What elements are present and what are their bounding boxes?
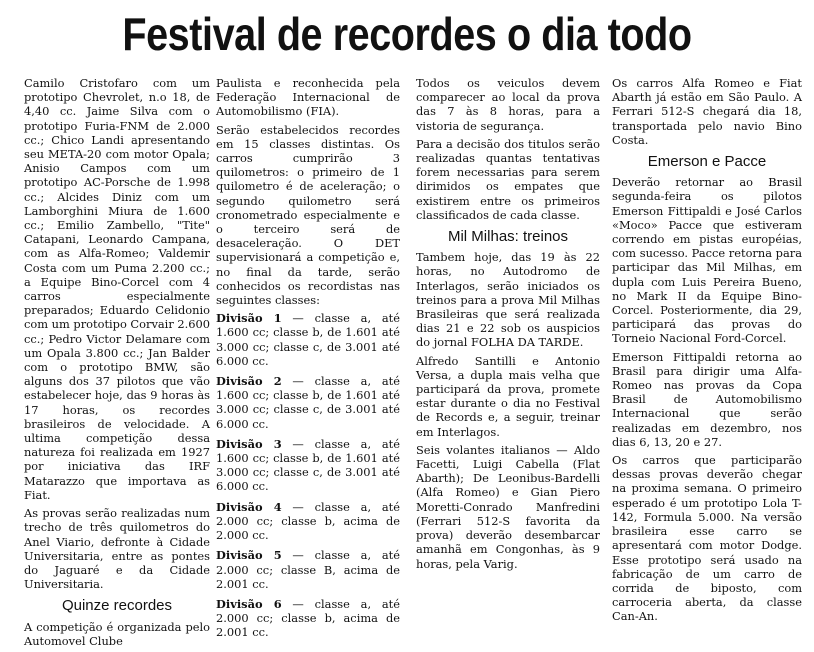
column-4 bbox=[612, 76, 802, 628]
division-text: — classe a, até 2.000 cc; classe B, acima de 2.001 cc. bbox=[216, 548, 401, 591]
division-text: — classe a, até 2.000 cc; classe b, acima de 2.000 cc. bbox=[216, 499, 401, 543]
paragraph: Alfredo Santilli e Antonio Versa, a dupla mais velha que participará da prova, promete estar durante o dia no Festival de Records e, a seguir, treinar em Interlagos. bbox=[416, 353, 600, 439]
paragraph: Emerson Fittipaldi retorna ao Brasil para dirigir uma Alfa-Romeo nas provas da Copa Brasil de Automobilismo Internacional que serão realizadas em dezembro, nos dias 6, 13, 20 e 27. bbox=[612, 349, 802, 449]
paragraph: Serão estabelecidos recordes em 15 classes distintas. Os carros cumprirão 3 quilometros: o primeiro de 1 quilometro é de aceleração; o segundo quilometro será cronometrado especialmente e o terceiro será de desaceleração. O DET supervisionará a competição e, no final da tarde, serão conhecidos os recordistas nas seguintes classes: bbox=[216, 122, 400, 308]
paragraph: Seis volantes italianos — Aldo Facetti, Luigi Cabella (Flat Abarth); De Leonibus-Bardelli (Alfa Romeo) e Gian Piero Moretti-Conrado Manfredini (Ferrari 512-S favorita da prova) deverão desembarcar amanhã em Congonhas, às 9 horas, pela Varig. bbox=[416, 442, 600, 571]
subheading-emerson-e-pacce: Emerson e Pacce bbox=[647, 153, 767, 171]
paragraph: Paulista e reconhecida pela Federação Internacional de Automobilismo (FIA). bbox=[216, 76, 400, 119]
paragraph: As provas serão realizadas num trecho de três quilometros do Anel Viario, defronte à Cidade Universitaria, entre as pontes do Jaguaré e da Cidade Universitaria. bbox=[24, 506, 210, 592]
division-name: Divisão 2 bbox=[216, 374, 282, 389]
division-text: — classe a, até 1.600 cc; classe b, de 1.601 até 3.000 cc; classe c, de 3.001 até 6.000 cc. bbox=[216, 311, 401, 368]
division-name: Divisão 1 bbox=[216, 311, 282, 326]
division-text: — classe a, até 2.000 cc; classe b, acima de 2.001 cc. bbox=[216, 596, 401, 640]
subheading-quinze-recordes: Quinze recordes bbox=[61, 597, 173, 615]
subheading-mil-milhas: Mil Milhas: treinos bbox=[447, 228, 569, 246]
division-text: — classe a, até 1.600 cc; classe b, de 1.601 até 3.000 cc; classe c, de 3.001 até 6.000 cc. bbox=[216, 374, 401, 431]
division-text: — classe a, até 1.600 cc; classe b, de 1.601 até 3.000 cc; classe c, de 3.001 até 6.000 cc. bbox=[216, 436, 401, 494]
division-name: Divisão 3 bbox=[216, 436, 282, 451]
column-2 bbox=[216, 76, 400, 646]
division-item bbox=[216, 374, 400, 431]
division-item bbox=[216, 311, 400, 368]
division-item bbox=[216, 500, 400, 543]
paragraph: Os carros Alfa Romeo e Fiat Abarth já estão em São Paulo. A Ferrari 512-S chegará dia 18, transportada pelo navio Bino Costa. bbox=[612, 76, 802, 147]
paragraph: Camilo Cristofaro com um prototipo Chevrolet, n.o 18, de 4,40 cc. Jaime Silva com o prototipo Furia-FNM de 2.000 cc.; Chico Landi apresentando seu META-20 com motor Opala; Anisio Campos com um prototipo AC-Porsche de 1.998 cc.; Alcides Diniz com um Lamborghini Miura de 1.600 cc.; Emilio Zambello, "Tite" Catapani, Leonardo Campana, com as Alfa-Romeo; Valdemir Costa com um Puma 2.200 cc.; a Equipe Bino-Corcel com 4 carros especialmente preparados; Eduardo Celidonio com um prototipo Corvair 2.600 cc.; Pedro Victor Delamare com um Opala 3.800 cc.; Jan Balder com o prototipo BMW, são alguns dos 37 pilotos que vão estabelecer hoje, das 9 horas às 17 horas, os recordes brasileiros de velocidade. A ultima competição dessa natureza foi realizada em 1927 por iniciativa das IRF Matarazzo que importava as Fiat. bbox=[24, 76, 210, 502]
paragraph: Os carros que participarão dessas provas deverão chegar na proxima semana. O primeiro esperado é um prototipo Lola T-142, Formula 5.000. Na versão brasileira esse carro se apresentará com motor Dodge. Esse prototipo será usado na fabricação de um carro de corrida de biposto, com carroceria aberta, da classe Can-An. bbox=[612, 453, 802, 624]
paragraph: Para a decisão dos titulos serão realizadas quantas tentativas forem necessarias para serem dirimidos os empates que existirem entre os primeiros classificados de cada classe. bbox=[416, 136, 600, 222]
paragraph: A competição é organizada pelo Automovel Clube bbox=[24, 619, 210, 648]
division-item bbox=[216, 437, 400, 494]
division-item bbox=[216, 548, 400, 591]
paragraph: Todos os veiculos devem comparecer ao local da prova das 7 às 8 horas, para a vistoria de segurança. bbox=[416, 76, 600, 133]
division-item bbox=[216, 597, 400, 640]
division-name: Divisão 6 bbox=[216, 596, 282, 611]
column-3 bbox=[416, 76, 600, 575]
division-name: Divisão 4 bbox=[216, 499, 282, 514]
paragraph: Deverão retornar ao Brasil segunda-feira os pilotos Emerson Fittipaldi e José Carlos «Moco» Pacce que estiveram correndo em pistas européias, com sucesso. Pacce retorna para participar das Mil Milhas, em dupla com Luis Pereira Bueno, no Mark II da Equipe Bino-Corcel. Posteriormente, dia 29, participará das provas do Torneio Nacional Ford-Corcel. bbox=[612, 175, 802, 346]
column-1 bbox=[24, 76, 210, 652]
paragraph: Tambem hoje, das 19 às 22 horas, no Autodromo de Interlagos, serão iniciados os treinos para a prova Mil Milhas Brasileiras que será realizada dias 21 e 22 sob os auspicios do jornal FOLHA DA TARDE. bbox=[416, 250, 600, 350]
division-name: Divisão 5 bbox=[216, 548, 282, 563]
headline: Festival de recordes o dia todo bbox=[122, 8, 692, 60]
